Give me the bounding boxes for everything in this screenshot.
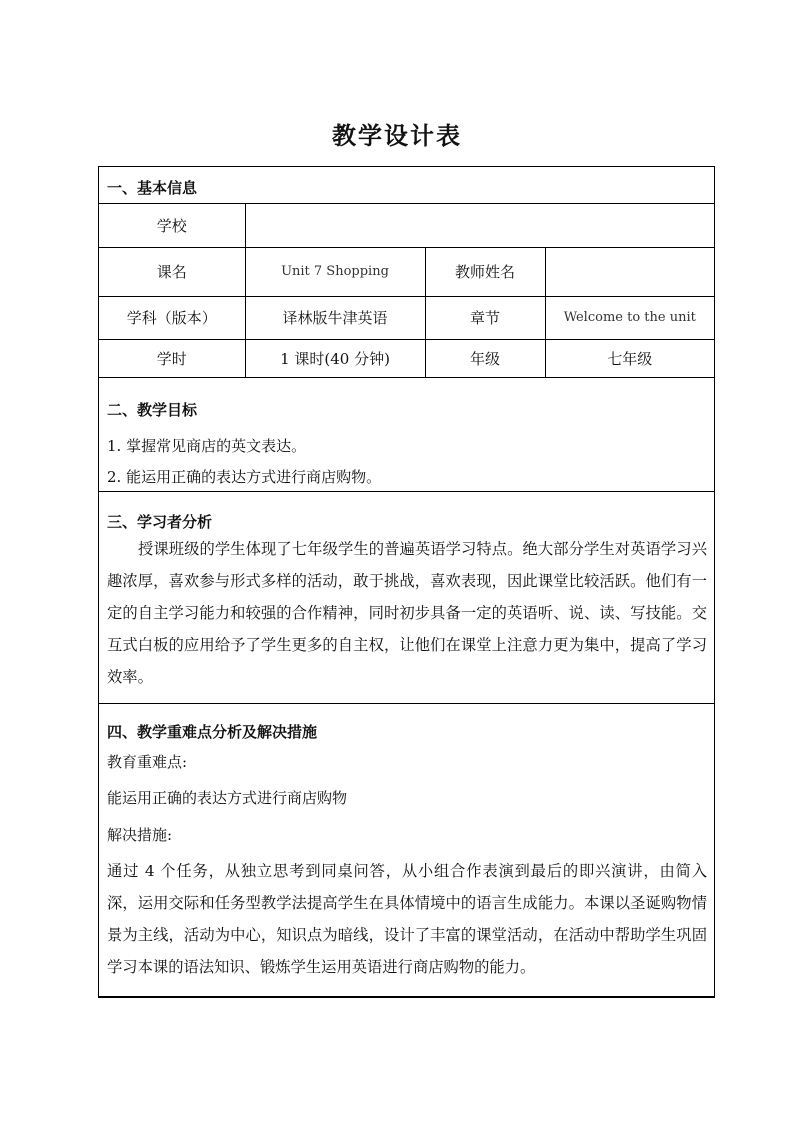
value-school (245, 204, 714, 247)
label-chapter: 章节 (425, 296, 545, 339)
lesson-design-table (98, 166, 715, 998)
section-key-points-header: 四、教学重难点分析及解决措施 (107, 723, 318, 741)
learner-analysis-text: 授课班级的学生体现了七年级学生的普遍英语学习特点。绝大部分学生对英语学习兴趣浓厚，喜欢参与形式多样的活动，敢于挑战，喜欢表现，因此课堂比较活跃。他们有一定的自主学习能力和较强的合作精神，同时初步具备一定的英语听、说、读、写技能。交互式白板的应用给予了学生更多的自主权，让他们在课堂上注意力更为集中，提高了学习效率。 (107, 540, 707, 686)
document-title: 教学设计表 (332, 121, 462, 150)
section-objectives-header: 二、教学目标 (107, 401, 198, 419)
divider (99, 491, 714, 492)
label-school: 学校 (99, 204, 245, 247)
label-subject: 学科（版本） (99, 296, 245, 339)
label-grade: 年级 (425, 339, 545, 377)
value-subject: 译林版牛津英语 (245, 296, 425, 339)
value-grade: 七年级 (545, 339, 714, 377)
divider (99, 377, 714, 378)
solution-label: 解决措施: (107, 826, 173, 844)
difficulty-label: 教育重难点: (107, 753, 188, 771)
divider (99, 703, 714, 704)
value-course-name: Unit 7 Shopping (245, 247, 425, 296)
objective-item: 2. 能运用正确的表达方式进行商店购物。 (107, 468, 382, 486)
value-teacher-name (545, 247, 714, 296)
label-course-name: 课名 (99, 247, 245, 296)
info-row-subject (99, 296, 714, 339)
label-teacher-name: 教师姓名 (425, 247, 545, 296)
section-learner-analysis-header: 三、学习者分析 (107, 513, 213, 531)
info-row-hours (99, 339, 714, 377)
info-row-school (99, 204, 714, 247)
solution-text: 通过 4 个任务，从独立思考到同桌问答，从小组合作表演到最后的即兴演讲，由简入深，运用交际和任务型教学法提高学生在具体情境中的语言生成能力。本课以圣诞购物情景为主线，活动为中心，知识点为暗线，设计了丰富的课堂活动，在活动中帮助学生巩固学习本课的语法知识、锻炼学生运用英语进行商店购物的能力。 (107, 862, 707, 976)
section-basic-info-header: 一、基本信息 (107, 179, 198, 197)
info-row-course (99, 247, 714, 296)
value-hours: 1 课时(40 分钟) (245, 339, 425, 377)
objective-item: 1. 掌握常见商店的英文表达。 (107, 437, 307, 455)
difficulty-text: 能运用正确的表达方式进行商店购物 (107, 789, 348, 807)
value-chapter: Welcome to the unit (545, 296, 714, 339)
label-hours: 学时 (99, 339, 245, 377)
basic-info-table (99, 204, 714, 378)
